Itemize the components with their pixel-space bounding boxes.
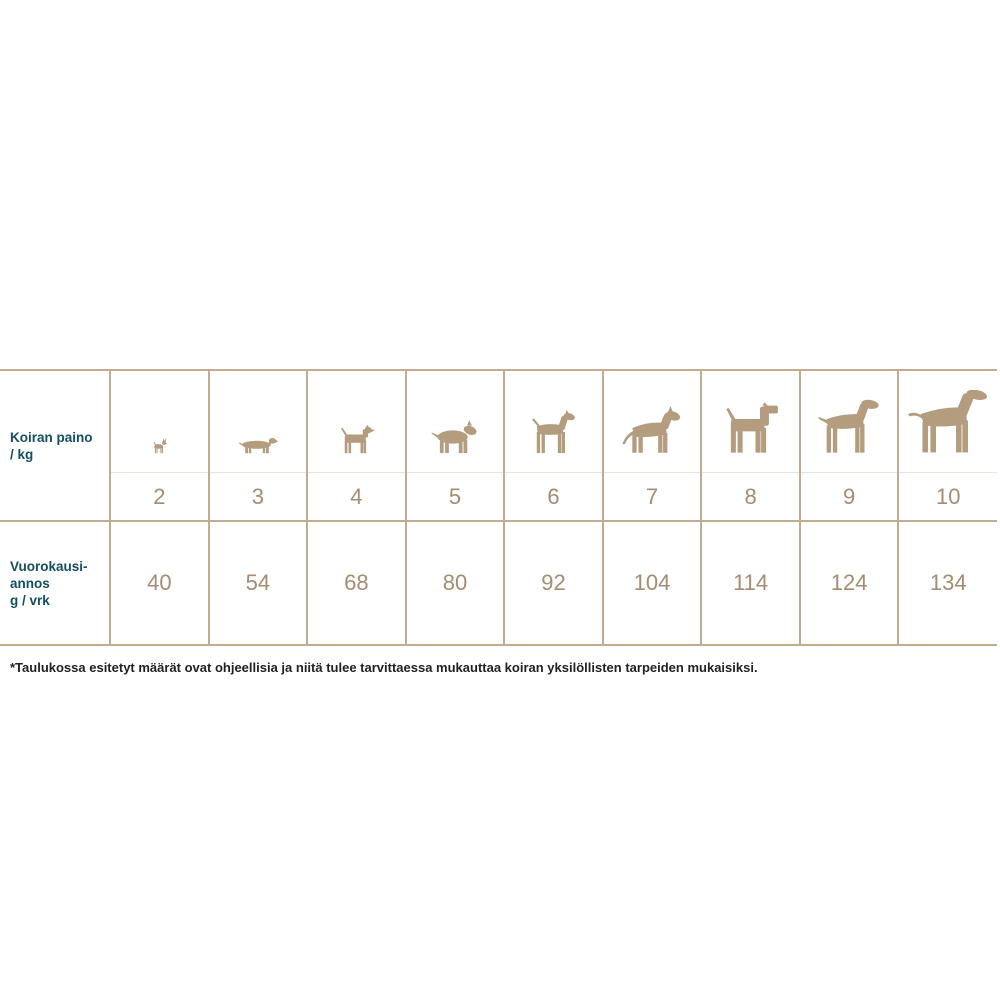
weight-cell bbox=[800, 370, 899, 521]
weight-value: 9 bbox=[843, 483, 856, 509]
weight-value: 7 bbox=[645, 483, 659, 509]
weight-cell bbox=[406, 370, 505, 521]
feeding-table bbox=[0, 369, 997, 646]
chihuahua-icon bbox=[111, 371, 208, 473]
ration-row bbox=[0, 521, 997, 645]
bull-terrier-icon bbox=[407, 371, 504, 473]
ration-label-line: annos bbox=[10, 575, 50, 591]
ration-value: 134 bbox=[898, 521, 997, 645]
pointer-icon bbox=[801, 371, 898, 473]
weight-row-label bbox=[0, 370, 110, 521]
ration-value: 54 bbox=[209, 521, 308, 645]
weight-value: 6 bbox=[547, 483, 560, 509]
weight-cell bbox=[701, 370, 800, 521]
doberman-icon bbox=[505, 371, 602, 473]
feeding-table-container bbox=[0, 369, 997, 646]
footnote: *Taulukossa esitetyt määrät ovat ohjeellisia ja niitä tulee tarvittaessa mukauttaa koiran yksilöllisten tarpeiden mukaisiksi. bbox=[10, 660, 758, 675]
weight-cell bbox=[603, 370, 702, 521]
ration-label-line: Vuorokausi- bbox=[10, 558, 88, 574]
weight-row bbox=[0, 370, 997, 521]
weight-value: 10 bbox=[935, 483, 961, 509]
ration-label-unit: g / vrk bbox=[10, 592, 50, 608]
great-dane-icon bbox=[899, 371, 997, 473]
weight-label-line: Koiran paino bbox=[10, 429, 93, 445]
ration-value: 124 bbox=[800, 521, 899, 645]
ration-value: 104 bbox=[603, 521, 702, 645]
weight-cell bbox=[504, 370, 603, 521]
ration-value: 80 bbox=[406, 521, 505, 645]
weight-cell bbox=[898, 370, 997, 521]
weight-cell bbox=[209, 370, 308, 521]
weight-value: 5 bbox=[448, 483, 462, 509]
airedale-icon bbox=[702, 371, 799, 473]
shepherd-icon bbox=[604, 371, 701, 473]
terrier-icon bbox=[308, 371, 405, 473]
ration-value: 68 bbox=[307, 521, 406, 645]
weight-value: 3 bbox=[251, 483, 264, 509]
weight-cell bbox=[110, 370, 209, 521]
weight-label-unit: / kg bbox=[10, 446, 34, 462]
dachshund-icon bbox=[210, 371, 307, 473]
weight-value: 4 bbox=[350, 483, 363, 509]
weight-value: 2 bbox=[153, 483, 166, 509]
weight-cell bbox=[307, 370, 406, 521]
weight-value: 8 bbox=[744, 483, 757, 509]
ration-value: 114 bbox=[701, 521, 800, 645]
ration-row-label bbox=[0, 521, 110, 645]
ration-value: 40 bbox=[110, 521, 209, 645]
ration-value: 92 bbox=[504, 521, 603, 645]
